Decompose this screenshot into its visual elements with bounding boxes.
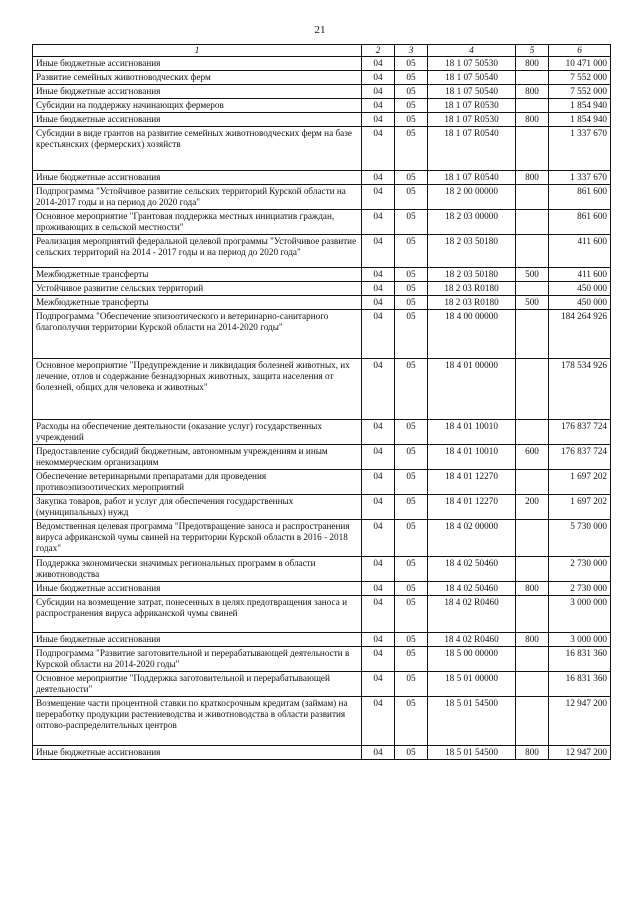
row-section-code: 04 — [362, 582, 395, 596]
row-section-code: 04 — [362, 235, 395, 268]
table-row — [33, 445, 611, 470]
row-expense-type — [516, 470, 549, 495]
row-name: Иные бюджетные ассигнования — [33, 113, 362, 127]
row-section-code: 04 — [362, 268, 395, 282]
row-expense-type — [516, 557, 549, 582]
row-name: Субсидии на поддержку начинающих фермеров — [33, 99, 362, 113]
row-target-article: 18 1 07 50540 — [428, 71, 516, 85]
table-row — [33, 171, 611, 185]
row-subsection-code: 05 — [395, 582, 428, 596]
table-row — [33, 633, 611, 647]
row-section-code: 04 — [362, 470, 395, 495]
table-row — [33, 359, 611, 420]
table-row — [33, 697, 611, 746]
table-row — [33, 596, 611, 633]
row-name: Иные бюджетные ассигнования — [33, 171, 362, 185]
row-section-code: 04 — [362, 445, 395, 470]
row-expense-type — [516, 282, 549, 296]
row-target-article: 18 4 02 00000 — [428, 520, 516, 557]
table-row — [33, 582, 611, 596]
row-amount: 7 552 000 — [549, 71, 611, 85]
table-row — [33, 672, 611, 697]
row-target-article: 18 4 01 10010 — [428, 420, 516, 445]
row-subsection-code: 05 — [395, 420, 428, 445]
row-name: Иные бюджетные ассигнования — [33, 582, 362, 596]
row-subsection-code: 05 — [395, 296, 428, 310]
row-name: Основное мероприятие "Поддержка заготовительной и перерабатывающей деятельности" — [33, 672, 362, 697]
row-expense-type: 500 — [516, 268, 549, 282]
row-amount: 450 000 — [549, 296, 611, 310]
table-row — [33, 470, 611, 495]
row-expense-type: 600 — [516, 445, 549, 470]
row-section-code: 04 — [362, 557, 395, 582]
table-row — [33, 420, 611, 445]
row-target-article: 18 2 03 50180 — [428, 235, 516, 268]
row-expense-type: 800 — [516, 582, 549, 596]
row-subsection-code: 05 — [395, 210, 428, 235]
row-amount: 5 730 000 — [549, 520, 611, 557]
row-section-code: 04 — [362, 495, 395, 520]
row-section-code: 04 — [362, 57, 395, 71]
row-subsection-code: 05 — [395, 596, 428, 633]
row-expense-type — [516, 697, 549, 746]
row-target-article: 18 5 01 54500 — [428, 697, 516, 746]
row-amount: 1 697 202 — [549, 495, 611, 520]
row-target-article: 18 4 02 50460 — [428, 557, 516, 582]
row-name: Субсидии на возмещение затрат, понесенных в целях предотвращения заноса и распространения вируса африканской чумы свиней — [33, 596, 362, 633]
row-section-code: 04 — [362, 746, 395, 760]
table-row — [33, 268, 611, 282]
row-expense-type — [516, 310, 549, 359]
row-amount: 184 264 926 — [549, 310, 611, 359]
row-section-code: 04 — [362, 85, 395, 99]
row-expense-type — [516, 520, 549, 557]
row-subsection-code: 05 — [395, 672, 428, 697]
row-amount: 7 552 000 — [549, 85, 611, 99]
row-amount: 178 534 926 — [549, 359, 611, 420]
row-amount: 2 730 000 — [549, 582, 611, 596]
table-row — [33, 746, 611, 760]
row-amount: 12 947 200 — [549, 746, 611, 760]
page-number: 21 — [314, 24, 326, 36]
row-subsection-code: 05 — [395, 71, 428, 85]
row-name: Межбюджетные трансферты — [33, 268, 362, 282]
row-section-code: 04 — [362, 647, 395, 672]
column-number: 1 — [33, 45, 362, 57]
row-expense-type — [516, 127, 549, 171]
column-number: 5 — [516, 45, 549, 57]
row-name: Развитие семейных животноводческих ферм — [33, 71, 362, 85]
row-subsection-code: 05 — [395, 171, 428, 185]
row-name: Расходы на обеспечение деятельности (оказание услуг) государственных учреждений — [33, 420, 362, 445]
row-expense-type: 200 — [516, 495, 549, 520]
row-expense-type: 800 — [516, 633, 549, 647]
row-name: Субсидии в виде грантов на развитие семейных животноводческих ферм на базе крестьянских (фермерских) хозяйств — [33, 127, 362, 171]
table-row — [33, 235, 611, 268]
row-amount: 176 837 724 — [549, 445, 611, 470]
row-subsection-code: 05 — [395, 268, 428, 282]
row-section-code: 04 — [362, 596, 395, 633]
row-name: Основное мероприятие "Грантовая поддержка местных инициатив граждан, проживающих в сельской местности" — [33, 210, 362, 235]
row-name: Устойчивое развитие сельских территорий — [33, 282, 362, 296]
row-amount: 176 837 724 — [549, 420, 611, 445]
row-name: Иные бюджетные ассигнования — [33, 746, 362, 760]
table-row — [33, 185, 611, 210]
row-section-code: 04 — [362, 71, 395, 85]
row-section-code: 04 — [362, 113, 395, 127]
row-target-article: 18 5 00 00000 — [428, 647, 516, 672]
row-target-article: 18 5 01 00000 — [428, 672, 516, 697]
row-amount: 411 600 — [549, 268, 611, 282]
row-amount: 1 854 940 — [549, 99, 611, 113]
column-number: 6 — [549, 45, 611, 57]
row-expense-type — [516, 420, 549, 445]
row-section-code: 04 — [362, 296, 395, 310]
row-target-article: 18 1 07 50540 — [428, 85, 516, 99]
row-name: Иные бюджетные ассигнования — [33, 633, 362, 647]
table-row — [33, 495, 611, 520]
row-subsection-code: 05 — [395, 113, 428, 127]
row-expense-type — [516, 359, 549, 420]
column-number-row — [33, 45, 611, 57]
table-row — [33, 296, 611, 310]
row-name: Реализация мероприятий федеральной целевой программы "Устойчивое развитие сельских территорий на 2014 - 2017 годы и на период до 2020 года" — [33, 235, 362, 268]
row-target-article: 18 1 07 R0540 — [428, 171, 516, 185]
table-row — [33, 57, 611, 71]
row-section-code: 04 — [362, 127, 395, 171]
row-amount: 3 000 000 — [549, 596, 611, 633]
row-name: Иные бюджетные ассигнования — [33, 57, 362, 71]
row-name: Ведомственная целевая программа "Предотвращение заноса и распространения вируса африканской чумы свиней на территории Курской области в 2016 - 2018 годах" — [33, 520, 362, 557]
row-section-code: 04 — [362, 310, 395, 359]
row-expense-type — [516, 596, 549, 633]
row-expense-type: 800 — [516, 57, 549, 71]
row-subsection-code: 05 — [395, 445, 428, 470]
row-target-article: 18 2 03 R0180 — [428, 282, 516, 296]
column-number: 2 — [362, 45, 395, 57]
row-target-article: 18 2 03 00000 — [428, 210, 516, 235]
row-expense-type — [516, 672, 549, 697]
row-amount: 16 831 360 — [549, 647, 611, 672]
row-expense-type — [516, 235, 549, 268]
row-subsection-code: 05 — [395, 85, 428, 99]
row-expense-type — [516, 210, 549, 235]
row-target-article: 18 4 01 00000 — [428, 359, 516, 420]
row-amount: 2 730 000 — [549, 557, 611, 582]
row-target-article: 18 4 02 R0460 — [428, 633, 516, 647]
row-section-code: 04 — [362, 359, 395, 420]
column-number: 3 — [395, 45, 428, 57]
row-target-article: 18 5 01 54500 — [428, 746, 516, 760]
row-section-code: 04 — [362, 520, 395, 557]
row-target-article: 18 4 01 12270 — [428, 495, 516, 520]
row-subsection-code: 05 — [395, 99, 428, 113]
table-row — [33, 647, 611, 672]
row-subsection-code: 05 — [395, 557, 428, 582]
row-name: Межбюджетные трансферты — [33, 296, 362, 310]
row-amount: 861 600 — [549, 210, 611, 235]
row-name: Возмещение части процентной ставки по краткосрочным кредитам (займам) на переработку продукции растениеводства и животноводства в области развития оптово-распределительных центров — [33, 697, 362, 746]
table-row — [33, 282, 611, 296]
row-expense-type: 800 — [516, 746, 549, 760]
column-number: 4 — [428, 45, 516, 57]
row-expense-type — [516, 185, 549, 210]
row-name: Основное мероприятие "Предупреждение и ликвидация болезней животных, их лечение, отлов и содержание безнадзорных животных, защита населения от болезней, общих для человека и животных" — [33, 359, 362, 420]
row-subsection-code: 05 — [395, 127, 428, 171]
table-row — [33, 85, 611, 99]
table-row — [33, 557, 611, 582]
row-target-article: 18 4 02 50460 — [428, 582, 516, 596]
row-expense-type — [516, 71, 549, 85]
table-row — [33, 99, 611, 113]
row-section-code: 04 — [362, 672, 395, 697]
row-target-article: 18 2 03 R0180 — [428, 296, 516, 310]
row-target-article: 18 4 01 10010 — [428, 445, 516, 470]
row-target-article: 18 4 01 12270 — [428, 470, 516, 495]
row-section-code: 04 — [362, 697, 395, 746]
row-amount: 1 697 202 — [549, 470, 611, 495]
row-section-code: 04 — [362, 210, 395, 235]
row-section-code: 04 — [362, 633, 395, 647]
row-target-article: 18 2 00 00000 — [428, 185, 516, 210]
row-subsection-code: 05 — [395, 185, 428, 210]
table-row — [33, 113, 611, 127]
row-target-article: 18 1 07 50530 — [428, 57, 516, 71]
row-expense-type — [516, 99, 549, 113]
row-name: Предоставление субсидий бюджетным, автономным учреждениям и иным некоммерческим организациям — [33, 445, 362, 470]
row-target-article: 18 4 02 R0460 — [428, 596, 516, 633]
table-row — [33, 127, 611, 171]
row-amount: 450 000 — [549, 282, 611, 296]
row-section-code: 04 — [362, 282, 395, 296]
table-row — [33, 520, 611, 557]
row-amount: 16 831 360 — [549, 672, 611, 697]
row-subsection-code: 05 — [395, 495, 428, 520]
row-amount: 1 337 670 — [549, 171, 611, 185]
table-row — [33, 71, 611, 85]
row-name: Иные бюджетные ассигнования — [33, 85, 362, 99]
row-subsection-code: 05 — [395, 235, 428, 268]
row-target-article: 18 4 00 00000 — [428, 310, 516, 359]
row-name: Подпрограмма "Устойчивое развитие сельских территорий Курской области на 2014-2017 годы и на период до 2020 года" — [33, 185, 362, 210]
row-name: Поддержка экономически значимых региональных программ в области животноводства — [33, 557, 362, 582]
row-amount: 411 600 — [549, 235, 611, 268]
row-amount: 3 000 000 — [549, 633, 611, 647]
row-target-article: 18 1 07 R0540 — [428, 127, 516, 171]
row-target-article: 18 1 07 R0530 — [428, 99, 516, 113]
row-subsection-code: 05 — [395, 57, 428, 71]
row-amount: 1 854 940 — [549, 113, 611, 127]
row-subsection-code: 05 — [395, 746, 428, 760]
row-name: Закупка товаров, работ и услуг для обеспечения государственных (муниципальных) нужд — [33, 495, 362, 520]
row-name: Подпрограмма "Развитие заготовительной и перерабатывающей деятельности в Курской области на 2014-2020 годы" — [33, 647, 362, 672]
row-section-code: 04 — [362, 185, 395, 210]
table-row — [33, 310, 611, 359]
row-expense-type — [516, 647, 549, 672]
row-amount: 861 600 — [549, 185, 611, 210]
row-subsection-code: 05 — [395, 359, 428, 420]
row-section-code: 04 — [362, 171, 395, 185]
table-row — [33, 210, 611, 235]
row-subsection-code: 05 — [395, 697, 428, 746]
row-subsection-code: 05 — [395, 520, 428, 557]
row-subsection-code: 05 — [395, 470, 428, 495]
row-amount: 12 947 200 — [549, 697, 611, 746]
row-subsection-code: 05 — [395, 310, 428, 359]
row-target-article: 18 1 07 R0530 — [428, 113, 516, 127]
row-section-code: 04 — [362, 99, 395, 113]
row-section-code: 04 — [362, 420, 395, 445]
row-name: Обеспечение ветеринарными препаратами для проведения противоэпизоотических мероприятий — [33, 470, 362, 495]
row-subsection-code: 05 — [395, 647, 428, 672]
row-amount: 1 337 670 — [549, 127, 611, 171]
row-name: Подпрограмма "Обеспечение эпизоотического и ветеринарно-санитарного благополучия территории Курской области на 2014-2020 годы" — [33, 310, 362, 359]
row-expense-type: 500 — [516, 296, 549, 310]
row-amount: 10 471 000 — [549, 57, 611, 71]
row-expense-type: 800 — [516, 113, 549, 127]
row-subsection-code: 05 — [395, 282, 428, 296]
row-expense-type: 800 — [516, 171, 549, 185]
row-target-article: 18 2 03 50180 — [428, 268, 516, 282]
row-expense-type: 800 — [516, 85, 549, 99]
budget-table — [32, 44, 611, 760]
row-subsection-code: 05 — [395, 633, 428, 647]
